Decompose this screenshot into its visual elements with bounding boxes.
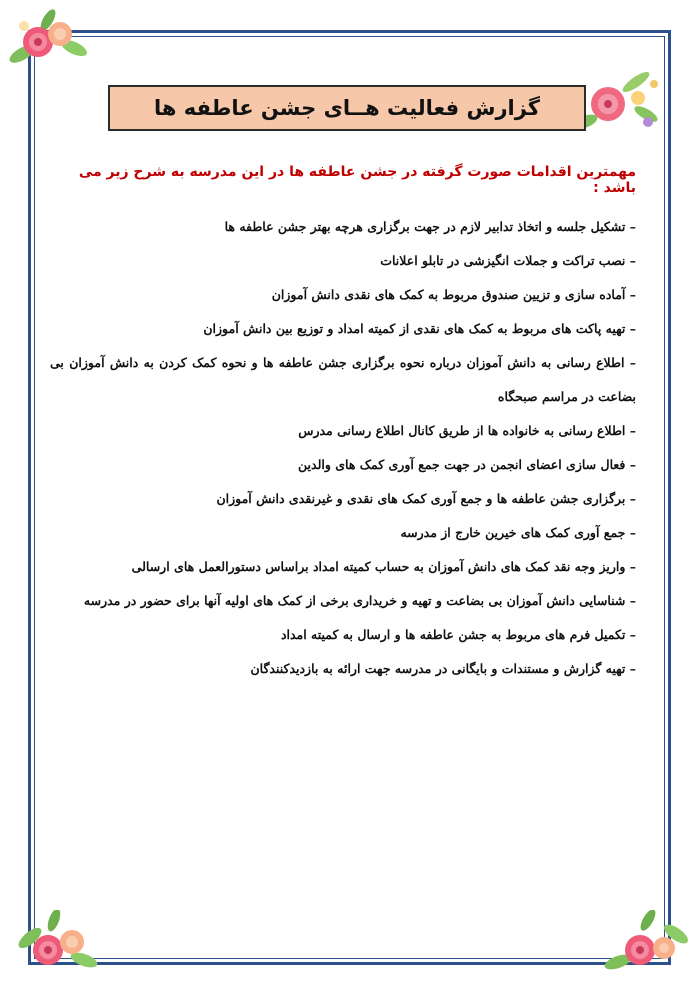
title-banner [108, 85, 586, 131]
page-title: گزارش فعالیت هــای جشن عاطفه ها [153, 96, 541, 120]
list-item: – آماده سازی و تزیین صندوق مربوط به کمک های نقدی دانش آموزان [271, 287, 636, 302]
list-item: – اطلاع رسانی به دانش آموزان درباره نحوه برگزاری جشن عاطفه ها و نحوه کمک کردن به دانش آموزان بی بضاعت در مراسم صبحگاه [50, 355, 636, 404]
list-item: – تهیه گزارش و مستندات و بایگانی در مدرسه جهت ارائه به بازدیدکنندگان [250, 661, 636, 676]
list-item: – جمع آوری کمک های خیرین خارج از مدرسه [400, 525, 636, 540]
intro-heading: مهمترین اقدامات صورت گرفته در جشن عاطفه ها در این مدرسه به شرح زیر می باشد : [78, 164, 636, 196]
list-item: – تکمیل فرم های مربوط به جشن عاطفه ها و ارسال به کمیته امداد [280, 627, 636, 642]
list-item: – فعال سازی اعضای انجمن در جهت جمع آوری کمک های والدین [298, 457, 636, 472]
list-item: – واریز وجه نقد کمک های دانش آموزان به حساب کمیته امداد براساس دستورالعمل های ارسالی [131, 559, 636, 574]
flower-bouquet-icon [604, 910, 690, 980]
flower-bouquet-icon [18, 910, 98, 980]
list-item: – برگزاری جشن عاطفه ها و جمع آوری کمک های نقدی و غیرنقدی دانش آموزان [216, 491, 636, 506]
list-item: – اطلاع رسانی به خانواده ها از طریق کانال اطلاع رسانی مدرس [298, 423, 636, 438]
list-item: – شناسایی دانش آموزان بی بضاعت و تهیه و خریداری برخی از کمک های اولیه آنها برای حضور در مدرسه [83, 593, 636, 608]
list-item: – نصب تراکت و جملات انگیزشی در تابلو اعلانات [380, 253, 636, 268]
flower-bouquet-icon [8, 8, 88, 72]
list-item: – تشکیل جلسه و اتخاذ تدابیر لازم در جهت برگزاری هرچه بهتر جشن عاطفه ها [224, 219, 636, 234]
activities-list [50, 210, 636, 686]
list-item: – تهیه پاکت های مربوط به کمک های نقدی از کمیته امداد و توزیع بین دانش آموزان [203, 321, 636, 336]
